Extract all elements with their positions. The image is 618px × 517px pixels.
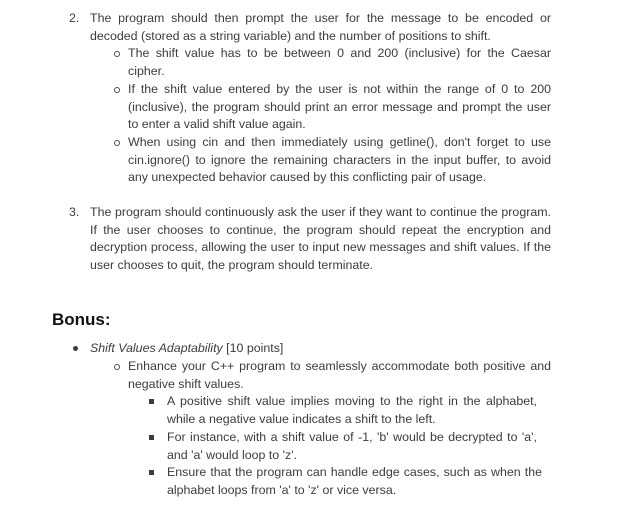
- bonus-title: Shift Values Adaptability: [90, 341, 223, 355]
- requirement-2-text: The program should then prompt the user for the message to be encoded or decoded (stored as a string variable) and the number of positions to shift.: [90, 11, 551, 43]
- sub-item-shift-range: The shift value has to be between 0 and 200 (inclusive) for the Caesar cipher.: [128, 46, 551, 78]
- disc-bullet-icon: [73, 346, 78, 351]
- bonus-points: [10 points]: [226, 341, 284, 355]
- square-bullet-icon: [149, 435, 154, 440]
- square-bullet-icon: [149, 470, 154, 475]
- list-number-3: 3.: [69, 205, 80, 219]
- sub-item-invalid-shift: If the shift value entered by the user is not within the range of 0 to 200 (inclusive), the program should print an error message and prompt the user to enter a valid shift value again.: [128, 82, 551, 132]
- circle-bullet-icon: [114, 140, 120, 146]
- circle-bullet-icon: [114, 364, 120, 370]
- bonus-heading: Bonus:: [52, 310, 111, 329]
- bonus-sub-item: Enhance your C++ program to seamlessly accommodate both positive and negative shift values.: [128, 359, 551, 391]
- sub-item-cin-ignore: When using cin and then immediately using getline(), don't forget to use cin.ignore() to ignore the remaining characters in the input buffer, to avoid any unexpected behavior caused by this conflicting pair of usage.: [128, 135, 551, 185]
- requirement-3-text: The program should continuously ask the user if they want to continue the program. If the user chooses to continue, the program should repeat the encryption and decryption process, allowing the user to input new messages and shift values. If the user chooses to quit, the program should terminate.: [90, 205, 551, 272]
- bonus-detail-example: For instance, with a shift value of -1, 'b' would be decrypted to 'a', and 'a' would loop to 'z'.: [167, 430, 537, 462]
- list-number-2: 2.: [69, 11, 80, 25]
- circle-bullet-icon: [114, 51, 120, 57]
- circle-bullet-icon: [114, 87, 120, 93]
- bonus-detail-positive: A positive shift value implies moving to the right in the alphabet, while a negative value indicates a shift to the left.: [167, 394, 537, 426]
- bonus-detail-edge-cases: Ensure that the program can handle edge cases, such as when the alphabet loops from 'a' to 'z' or vice versa.: [167, 465, 542, 497]
- square-bullet-icon: [149, 399, 154, 404]
- bonus-item: [90, 340, 551, 358]
